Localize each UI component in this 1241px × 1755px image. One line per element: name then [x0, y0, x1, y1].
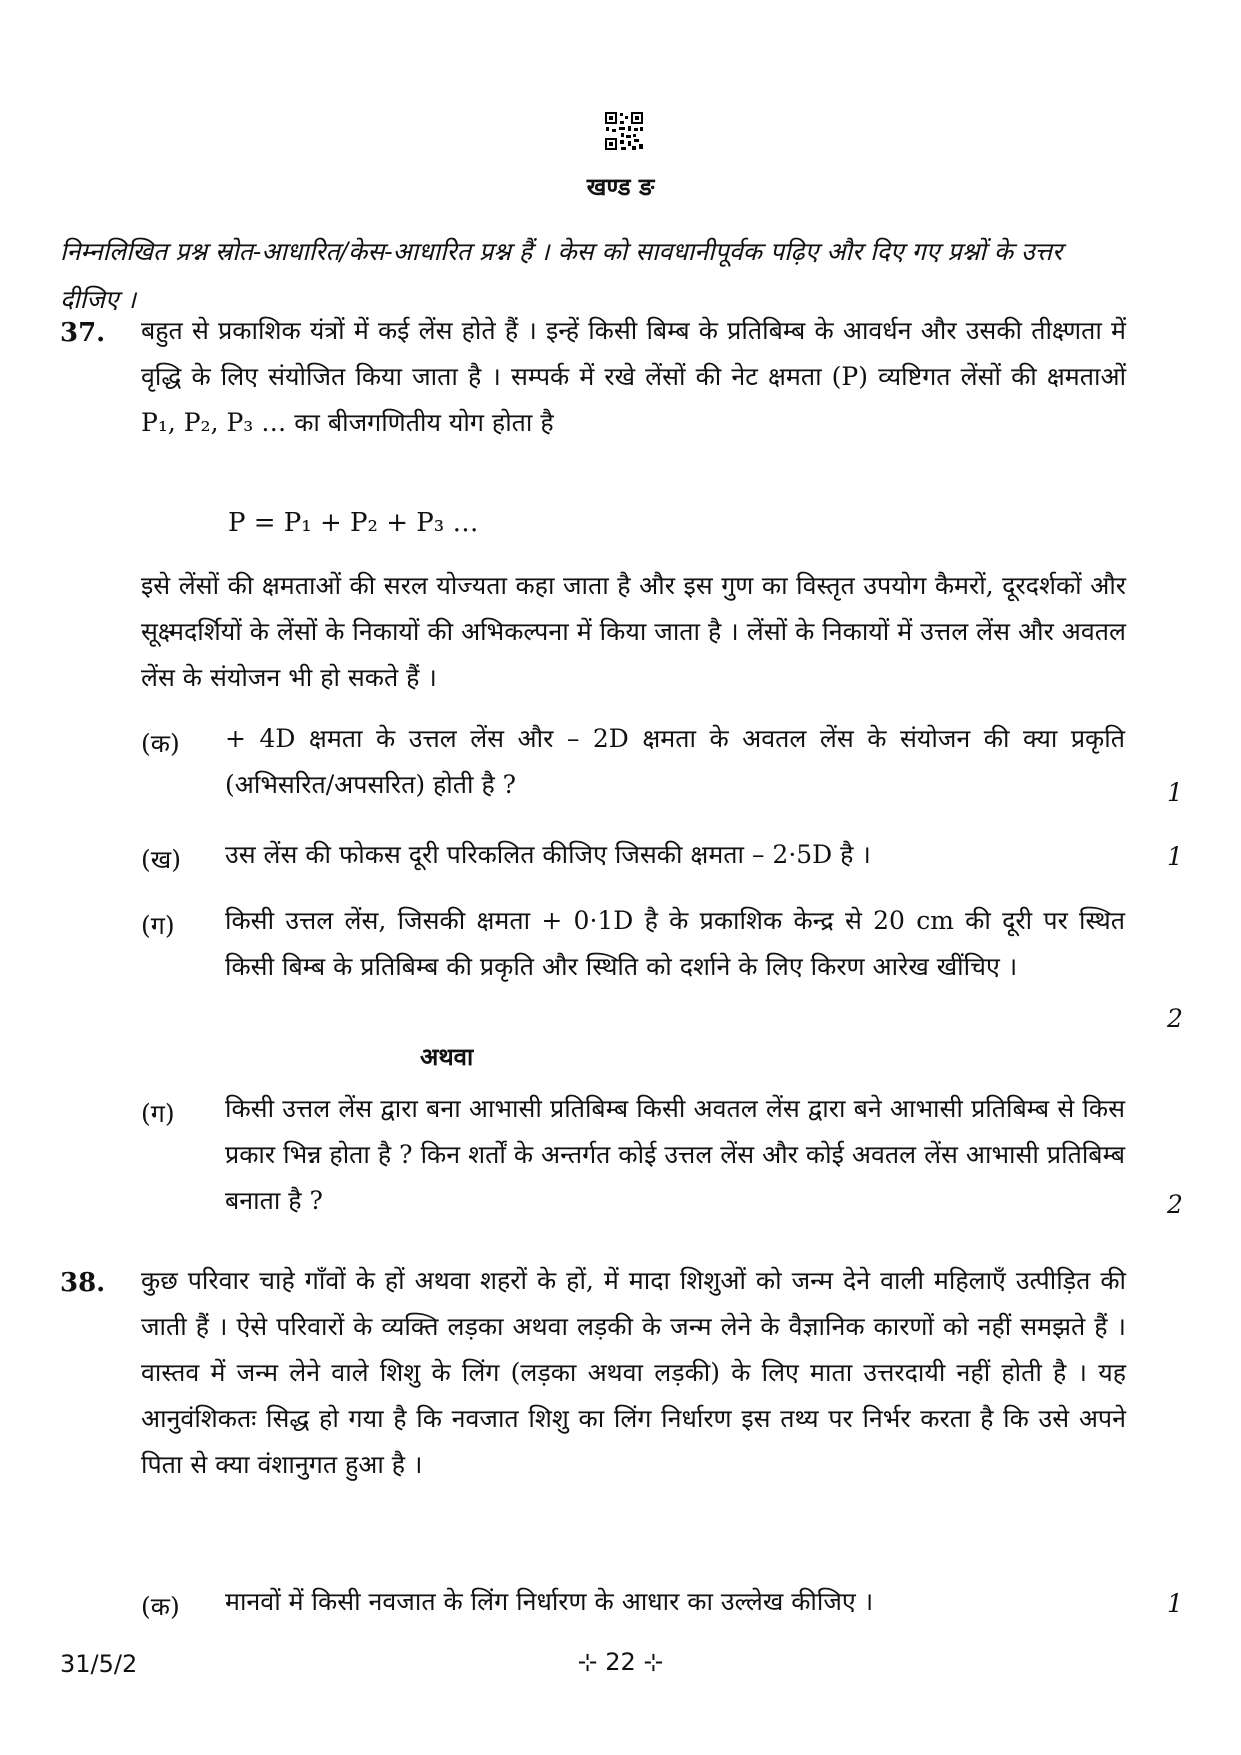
q37-part-a-label: (क) [141, 729, 180, 758]
q38-intro: कुछ परिवार चाहे गाँवों के हों अथवा शहरों के हों, में मादा शिशुओं को जन्म देने वाली महिलाएँ उत्पीड़ित की जाती हैं । ऐसे परिवारों के व्यक्ति लड़का अथवा लड़की के जन्म लेने के वैज्ञानिक कारणों को नहीं समझते हैं । वास्तव में जन्म लेने वाले शिशु के लिंग (लड़का अथवा लड़की) के लिए माता उत्तरदायी नहीं होती है । यह आनुवंशिकतः सिद्ध हो गया है कि नवजात शिशु का लिंग निर्धारण इस तथ्य पर निर्भर करता है कि उसे अपने पिता से क्या वंशानुगत हुआ है । [141, 1266, 1126, 1479]
q37-part-c-alt-label: (ग) [141, 1099, 175, 1128]
paper-code: 31/5/2 [60, 1650, 138, 1678]
q37-part-c-text: किसी उत्तल लेंस, जिसकी क्षमता + 0·1D है के प्रकाशिक केन्द्र से 20 cm की दूरी पर स्थित किसी बिम्ब के प्रतिबिम्ब की प्रकृति और स्थिति को दर्शाने के लिए किरण आरेख खींचिए । [225, 906, 1125, 981]
q37-part-a-text: + 4D क्षमता के उत्तल लेंस और – 2D क्षमता के अवतल लेंस के संयोजन की क्या प्रकृति (अभिसरित/अपसरित) होती है ? [225, 724, 1125, 799]
page-number [0, 1648, 1241, 1676]
q37-part-b-text: उस लेंस की फोकस दूरी परिकलित कीजिए जिसकी क्षमता – 2·5D है । [225, 840, 871, 869]
q37-part-c-label: (ग) [141, 911, 175, 940]
section-title: खण्ड ङ [586, 172, 655, 201]
q37-part-c-alt-marks: 2 [1167, 1190, 1183, 1219]
q37-part-b-marks: 1 [1167, 842, 1183, 871]
q37-part-c-marks: 2 [1167, 1004, 1183, 1033]
section-instructions: निम्नलिखित प्रश्न स्रोत-आधारित/केस-आधारित प्रश्न हैं । केस को सावधानीपूर्वक पढ़िए और दिए गए प्रश्नों के उत्तर दीजिए । [60, 237, 1063, 314]
q37-part-c-alt-text: किसी उत्तल लेंस द्वारा बना आभासी प्रतिबिम्ब किसी अवतल लेंस द्वारा बने आभासी प्रतिबिम्ब से किस प्रकार भिन्न होता है ? किन शर्तों के अन्तर्गत कोई उत्तल लेंस और कोई अवतल लेंस आभासी प्रतिबिम्ब बनाता है ? [225, 1094, 1125, 1215]
q37-paragraph-2: इसे लेंसों की क्षमताओं की सरल योज्यता कहा जाता है और इस गुण का विस्तृत उपयोग कैमरों, दूरदर्शकों और सूक्ष्मदर्शियों के लेंसों के निकायों की अभिकल्पना में किया जाता है । लेंसों के निकायों में उत्तल लेंस और अवतल लेंस के संयोजन भी हो सकते हैं । [141, 571, 1126, 692]
q37-part-b-label: (ख) [141, 845, 181, 874]
page-ornament-right: ⊹ [643, 1648, 664, 1676]
page-ornament-left: ⊹ [577, 1648, 598, 1676]
q37-intro: बहुत से प्रकाशिक यंत्रों में कई लेंस होते हैं । इन्हें किसी बिम्ब के प्रतिबिम्ब के आवर्धन और उसकी तीक्ष्णता में वृद्धि के लिए संयोजित किया जाता है । सम्पर्क में रखे लेंसों की नेट क्षमता (P) व्यष्टिगत लेंसों की क्षमताओं P₁, P₂, P₃ … का बीजगणितीय योग होता है [141, 316, 1126, 437]
page-number-value: 22 [605, 1648, 636, 1676]
q38-part-a-label: (क) [141, 1592, 180, 1621]
qr-code [604, 111, 644, 151]
or-separator: अथवा [420, 1042, 474, 1071]
q37-part-a-marks: 1 [1167, 778, 1183, 807]
q37-formula: P = P₁ + P₂ + P₃ … [228, 508, 479, 538]
q38-part-a-marks: 1 [1167, 1589, 1183, 1618]
q38-part-a-text: मानवों में किसी नवजात के लिंग निर्धारण के आधार का उल्लेख कीजिए । [225, 1587, 874, 1616]
question-number-38: 38. [60, 1268, 106, 1298]
question-number-37: 37. [60, 318, 106, 348]
